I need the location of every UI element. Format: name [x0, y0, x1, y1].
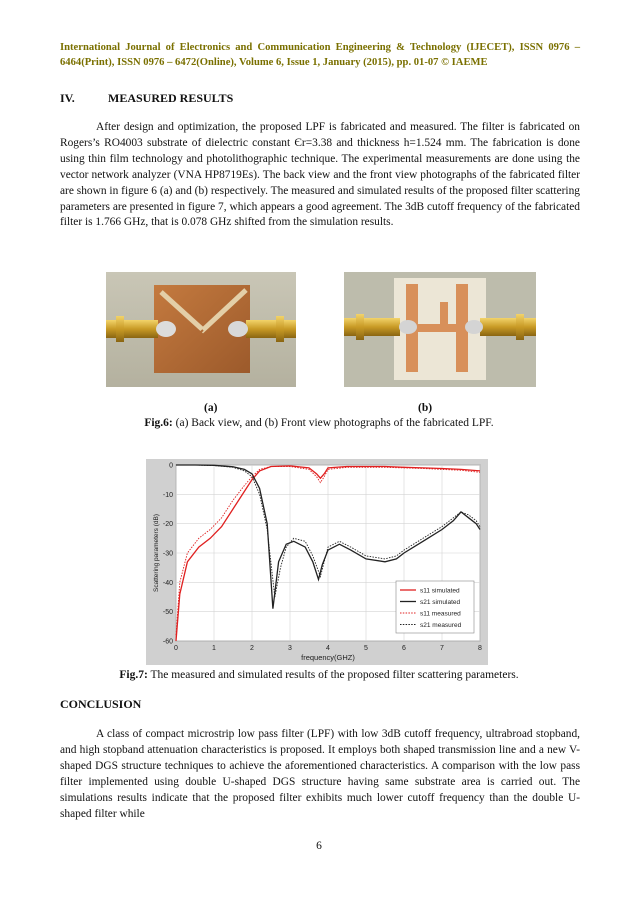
y-tick-label: -40 — [162, 579, 173, 587]
x-tick-label: 2 — [250, 645, 254, 652]
x-tick-label: 4 — [326, 645, 330, 652]
photo-back-view — [106, 272, 296, 387]
figure7-caption — [0, 669, 638, 681]
conclusion-text: A class of compact microstrip low pass filter (LPF) with low 3dB cutoff frequency, ultrabroad stopband, and high stopband attenuation characteristics is proposed. It employs both shaped transmission line and a new V-shaped DGS structure techniques to achieve the aforementioned characteristics. A comparison with the low pass filter implemented using double U-shaped DGS structure having same substrate area is carried out. The simulations results indicate that the proposed filter exhibits much lower cutoff frequency than the double U-shaped filter while — [60, 728, 580, 820]
figure6-caption-lead: Fig.6: — [144, 417, 173, 429]
y-tick-label: -50 — [162, 609, 173, 617]
x-tick-label: 8 — [478, 645, 482, 652]
y-tick-label: 0 — [169, 462, 173, 470]
measured-results-paragraph — [60, 120, 580, 231]
measured-results-text: After design and optimization, the proposed LPF is fabricated and measured. The filter is fabricated on Rogers’s RO4003 substrate of dielectric constant Єr=3.38 and thickness h=1.524 mm. The fabrication is done using thin film technology and photolithographic technique. The experimental measurements are done using the vector network analyzer (VNA HP8719Es). The back view and the front view photographs of the fabricated filter are shown in figure 6 (a) and (b) respectively. The measured and simulated results of the proposed filter scattering parameters are presented in figure 7, which appears a good agreement. The 3dB cutoff frequency of the fabricated filter is 1.766 GHz, that is 0.078 GHz shifted from the simulation results. — [60, 121, 580, 229]
y-tick-label: -30 — [162, 550, 173, 558]
figure7-chart — [146, 459, 488, 665]
y-tick-label: -20 — [162, 521, 173, 529]
figure7-caption-lead: Fig.7: — [119, 669, 148, 681]
x-axis-label: frequency(GHZ) — [301, 653, 355, 662]
fabricated-filter-back-photo — [106, 272, 296, 387]
legend-entry: s11 measured — [420, 610, 461, 618]
fabricated-filter-front-photo — [344, 272, 536, 387]
y-tick-label: -60 — [162, 638, 173, 646]
x-tick-label: 0 — [174, 645, 178, 652]
x-tick-label: 1 — [212, 645, 216, 652]
scattering-parameters-chart — [146, 459, 488, 665]
x-tick-label: 3 — [288, 645, 292, 652]
x-tick-label: 7 — [440, 645, 444, 652]
legend-entry: s21 measured — [420, 622, 462, 629]
y-axis-label: Scattering parameters (dB) — [153, 513, 160, 593]
y-tick-label: -10 — [162, 491, 173, 499]
x-tick-label: 6 — [402, 645, 406, 652]
figure6-label-b: (b) — [418, 402, 433, 414]
journal-header: International Journal of Electronics and Communication Engineering & Technology (IJECET), ISSN 0976 – 6464(Print), ISSN 0976 – 6472(Online), Volume 6, Issue 1, January (2015), pp. 01-07 © IAEME — [60, 42, 580, 68]
x-tick-label: 5 — [364, 645, 368, 652]
photo-front-view — [344, 272, 536, 387]
figure6-caption-text: (a) Back view, and (b) Front view photographs of the fabricated LPF. — [172, 417, 494, 429]
page-number: 6 — [316, 840, 322, 852]
figure6-label-a: (a) — [204, 402, 218, 414]
conclusion-paragraph — [60, 727, 580, 822]
conclusion-heading: CONCLUSION — [60, 697, 142, 711]
legend-entry: s21 simulated — [420, 599, 461, 606]
section-heading — [60, 91, 233, 106]
section-title: MEASURED RESULTS — [108, 91, 234, 105]
figure7-caption-text: The measured and simulated results of the proposed filter scattering parameters. — [147, 669, 519, 681]
section-number: IV. — [60, 91, 75, 105]
figure6-caption — [0, 417, 638, 429]
legend-entry: s11 simulated — [420, 587, 460, 595]
